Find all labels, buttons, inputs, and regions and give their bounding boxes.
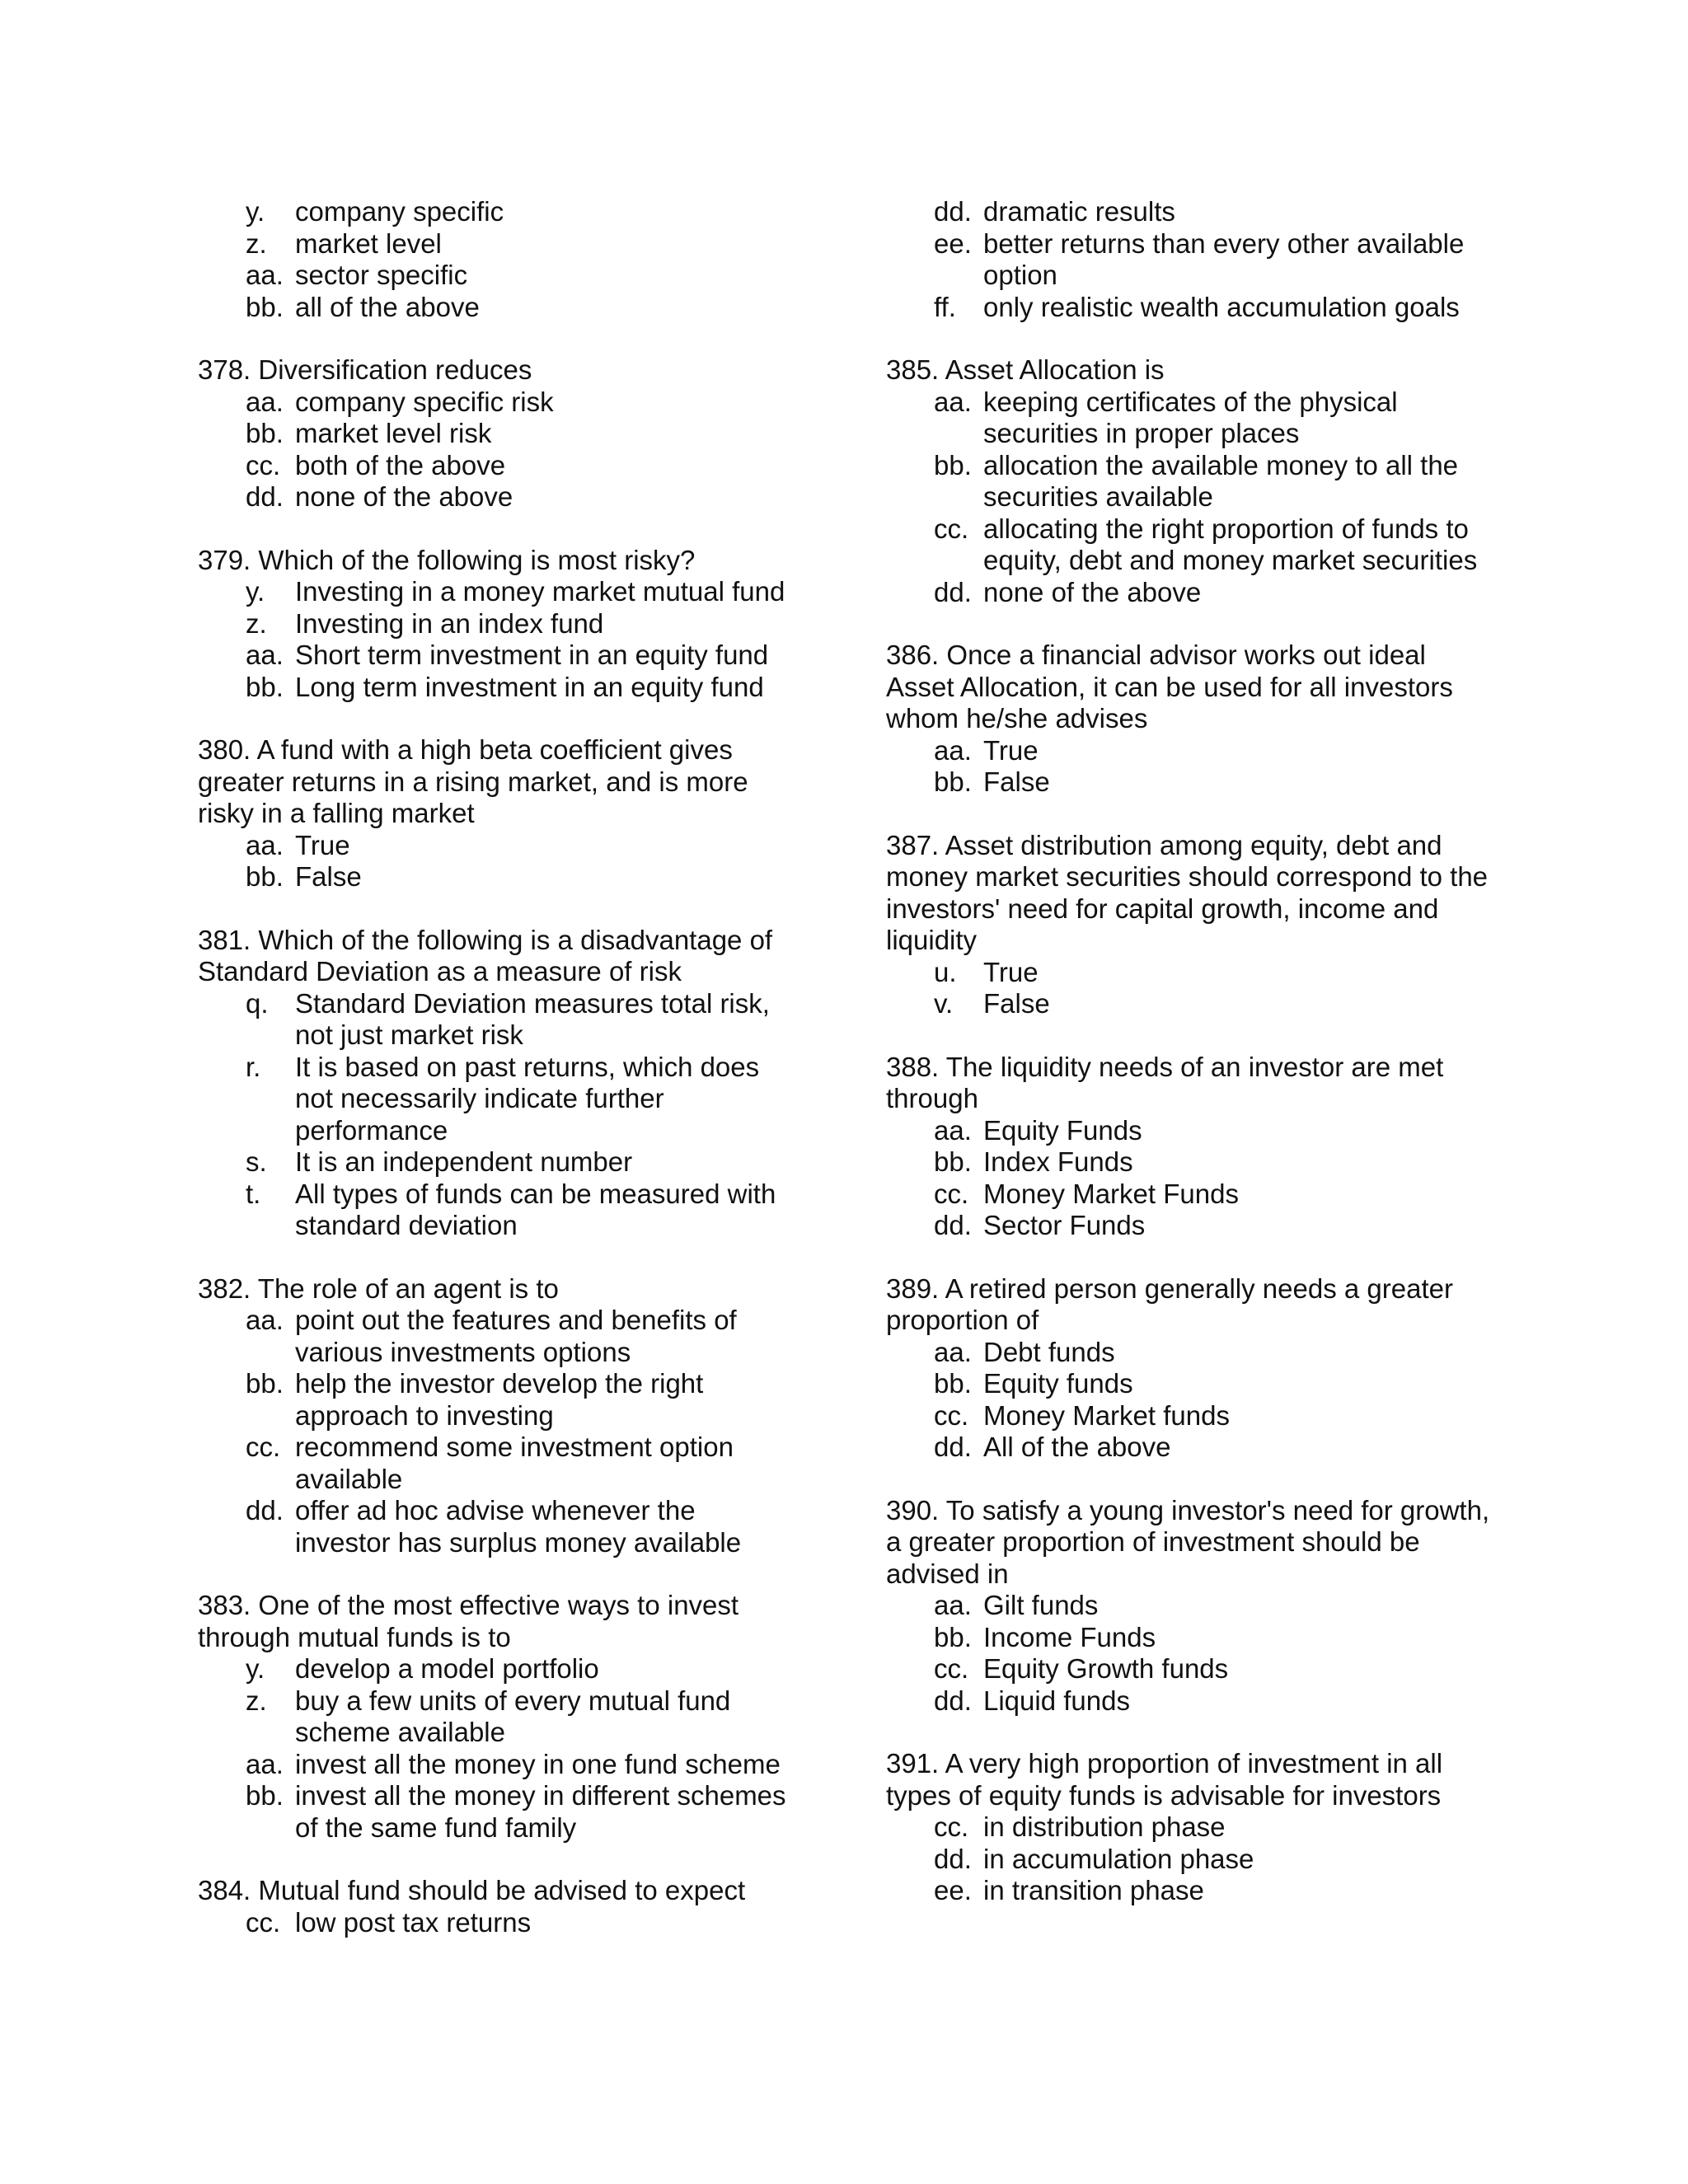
option-letter: bb. bbox=[934, 1621, 972, 1652]
answer-option bbox=[198, 1495, 791, 1558]
question-block bbox=[886, 1748, 1496, 1907]
option-list bbox=[198, 1305, 791, 1558]
option-letter: aa. bbox=[934, 1336, 972, 1367]
option-letter: bb. bbox=[934, 766, 972, 797]
option-letter: ee. bbox=[934, 227, 972, 259]
answer-option bbox=[886, 957, 1496, 989]
answer-option bbox=[886, 450, 1496, 513]
option-letter: bb. bbox=[246, 418, 284, 448]
right-column bbox=[886, 196, 1496, 1938]
option-text: It is based on past returns, which does not necessarily indicate further performance bbox=[295, 1051, 760, 1146]
option-list bbox=[198, 1907, 791, 1939]
option-text: market level risk bbox=[295, 418, 492, 448]
option-letter: dd. bbox=[934, 576, 972, 607]
option-text: allocation the available money to all the securities available bbox=[983, 449, 1459, 512]
answer-option bbox=[886, 1337, 1496, 1369]
option-text: All of the above bbox=[983, 1432, 1171, 1462]
answer-option bbox=[886, 1432, 1496, 1464]
answer-option bbox=[886, 387, 1496, 450]
answer-option bbox=[886, 766, 1496, 799]
option-letter: bb. bbox=[246, 1780, 284, 1811]
option-letter: s. bbox=[246, 1146, 267, 1177]
option-text: only realistic wealth accumulation goals bbox=[983, 291, 1460, 322]
option-text: Long term investment in an equity fund bbox=[295, 671, 764, 702]
question-text: 390. To satisfy a young investor's need for growth, a greater proportion of investment should be advised in bbox=[886, 1494, 1490, 1589]
option-text: Income Funds bbox=[983, 1621, 1156, 1652]
answer-option bbox=[198, 1907, 791, 1939]
question-text: 379. Which of the following is most risky? bbox=[198, 544, 696, 575]
option-list bbox=[886, 1811, 1496, 1907]
answer-option bbox=[198, 196, 791, 228]
answer-option bbox=[198, 1368, 791, 1432]
option-text: in transition phase bbox=[983, 1875, 1204, 1905]
option-text: False bbox=[295, 861, 362, 892]
option-letter: v. bbox=[934, 988, 954, 1019]
option-letter: cc. bbox=[246, 1432, 281, 1462]
option-text: invest all the money in different schemes of the same fund family bbox=[295, 1780, 786, 1843]
answer-option bbox=[886, 1685, 1496, 1718]
answer-option bbox=[198, 576, 791, 608]
option-letter: cc. bbox=[934, 513, 969, 544]
option-text: allocating the right proportion of funds to equity, debt and money market securities bbox=[983, 513, 1478, 575]
answer-option bbox=[198, 292, 791, 324]
option-letter: cc. bbox=[246, 1906, 281, 1938]
option-letter: z. bbox=[246, 607, 267, 639]
option-letter: u. bbox=[934, 956, 957, 987]
option-text: Equity funds bbox=[983, 1368, 1133, 1399]
answer-option bbox=[198, 1653, 791, 1685]
option-text: Sector Funds bbox=[983, 1210, 1146, 1240]
answer-option bbox=[886, 1590, 1496, 1622]
option-letter: aa. bbox=[934, 1590, 972, 1620]
option-text: company specific bbox=[295, 196, 504, 227]
option-text: market level bbox=[295, 227, 442, 259]
option-text: All types of funds can be measured with standard deviation bbox=[295, 1178, 776, 1240]
question-text: 388. The liquidity needs of an investor are met through bbox=[886, 1051, 1444, 1113]
option-text: recommend some investment option available bbox=[295, 1432, 734, 1494]
answer-option bbox=[886, 292, 1496, 324]
option-letter: cc. bbox=[934, 1811, 969, 1842]
option-text: point out the features and benefits of various investments options bbox=[295, 1305, 737, 1367]
answer-option bbox=[198, 418, 791, 450]
question-block bbox=[198, 354, 791, 513]
option-text: dramatic results bbox=[983, 196, 1175, 227]
option-letter: aa. bbox=[934, 734, 972, 766]
question-text: 382. The role of an agent is to bbox=[198, 1272, 559, 1304]
option-letter: aa. bbox=[246, 829, 284, 860]
option-letter: bb. bbox=[246, 1368, 284, 1399]
answer-option bbox=[886, 1844, 1496, 1876]
answer-option bbox=[198, 830, 791, 862]
option-letter: bb. bbox=[246, 291, 284, 322]
option-text: sector specific bbox=[295, 260, 468, 290]
answer-option bbox=[198, 988, 791, 1052]
question-block bbox=[198, 196, 791, 323]
answer-option bbox=[198, 450, 791, 482]
option-letter: aa. bbox=[246, 1305, 284, 1335]
option-letter: ff. bbox=[934, 291, 956, 322]
option-text: in distribution phase bbox=[983, 1811, 1226, 1842]
option-letter: aa. bbox=[246, 386, 284, 417]
option-letter: cc. bbox=[934, 1653, 969, 1684]
answer-option bbox=[198, 608, 791, 640]
question-text: 381. Which of the following is a disadvantage of Standard Deviation as a measure of risk bbox=[198, 924, 773, 987]
question-block bbox=[198, 1590, 791, 1844]
option-letter: z. bbox=[246, 227, 267, 259]
question-text: 383. One of the most effective ways to invest through mutual funds is to bbox=[198, 1590, 739, 1652]
option-text: all of the above bbox=[295, 291, 480, 322]
option-letter: dd. bbox=[934, 1843, 972, 1874]
option-text: help the investor develop the right approach to investing bbox=[295, 1368, 704, 1431]
answer-option bbox=[886, 1210, 1496, 1242]
option-text: Index Funds bbox=[983, 1146, 1133, 1177]
option-text: Liquid funds bbox=[983, 1685, 1130, 1716]
answer-option bbox=[886, 196, 1496, 228]
answer-option bbox=[886, 1653, 1496, 1685]
answer-option bbox=[198, 1780, 791, 1844]
answer-option bbox=[198, 1179, 791, 1242]
option-letter: t. bbox=[246, 1178, 261, 1209]
option-text: False bbox=[983, 766, 1050, 797]
option-text: Debt funds bbox=[983, 1336, 1115, 1367]
question-text: 385. Asset Allocation is bbox=[886, 354, 1165, 385]
option-letter: bb. bbox=[934, 1368, 972, 1399]
answer-option bbox=[886, 577, 1496, 609]
option-letter: ee. bbox=[934, 1875, 972, 1905]
option-list bbox=[198, 1653, 791, 1844]
option-letter: dd. bbox=[934, 196, 972, 227]
answer-option bbox=[198, 1146, 791, 1179]
option-text: Short term investment in an equity fund bbox=[295, 640, 769, 670]
option-text: offer ad hoc advise whenever the investor has surplus money available bbox=[295, 1495, 742, 1558]
option-list bbox=[886, 1115, 1496, 1242]
option-text: Money Market Funds bbox=[983, 1178, 1239, 1209]
option-letter: aa. bbox=[246, 640, 284, 670]
question-text: 384. Mutual fund should be advised to expect bbox=[198, 1875, 746, 1905]
option-letter: r. bbox=[246, 1051, 261, 1082]
option-text: none of the above bbox=[983, 576, 1202, 607]
question-block bbox=[886, 1052, 1496, 1242]
answer-option bbox=[198, 1432, 791, 1495]
option-letter: dd. bbox=[934, 1210, 972, 1240]
option-list bbox=[886, 1590, 1496, 1717]
question-block bbox=[198, 734, 791, 893]
option-letter: aa. bbox=[934, 386, 972, 417]
option-letter: aa. bbox=[246, 260, 284, 290]
option-letter: y. bbox=[246, 576, 265, 607]
option-letter: y. bbox=[246, 1653, 265, 1684]
option-letter: bb. bbox=[246, 671, 284, 702]
option-text: Money Market funds bbox=[983, 1399, 1230, 1431]
option-letter: q. bbox=[246, 987, 269, 1019]
option-text: none of the above bbox=[295, 481, 513, 512]
question-block bbox=[198, 545, 791, 704]
question-block bbox=[198, 1875, 791, 1938]
question-block bbox=[886, 830, 1496, 1020]
answer-option bbox=[886, 1368, 1496, 1400]
answer-option bbox=[886, 228, 1496, 292]
answer-option bbox=[198, 228, 791, 260]
question-block bbox=[886, 640, 1496, 799]
option-text: Investing in a money market mutual fund bbox=[295, 576, 785, 607]
option-letter: y. bbox=[246, 196, 265, 227]
option-list bbox=[198, 576, 791, 703]
option-letter: bb. bbox=[246, 861, 284, 892]
question-block bbox=[198, 1273, 791, 1559]
answer-option bbox=[198, 1685, 791, 1749]
option-list bbox=[886, 957, 1496, 1020]
answer-option bbox=[886, 1875, 1496, 1907]
option-text: Standard Deviation measures total risk, not just market risk bbox=[295, 987, 770, 1050]
question-text: 380. A fund with a high beta coefficient gives greater returns in a rising market, and is more risky in a falling market bbox=[198, 734, 748, 828]
answer-option bbox=[886, 1811, 1496, 1844]
question-block bbox=[886, 1495, 1496, 1718]
answer-option bbox=[198, 1305, 791, 1368]
answer-option bbox=[886, 513, 1496, 577]
answer-option bbox=[886, 1179, 1496, 1211]
option-letter: bb. bbox=[934, 449, 972, 480]
answer-option bbox=[198, 861, 791, 893]
option-letter: cc. bbox=[934, 1178, 969, 1209]
left-column bbox=[198, 196, 791, 1970]
answer-option bbox=[198, 1052, 791, 1147]
answer-option bbox=[886, 735, 1496, 767]
question-text: 386. Once a financial advisor works out ideal Asset Allocation, it can be used for all investors whom he/she advises bbox=[886, 640, 1453, 733]
answer-option bbox=[886, 1400, 1496, 1432]
option-text: Investing in an index fund bbox=[295, 607, 604, 639]
option-letter: aa. bbox=[246, 1748, 284, 1779]
option-text: It is an independent number bbox=[295, 1146, 633, 1177]
answer-option bbox=[198, 640, 791, 672]
option-text: low post tax returns bbox=[295, 1906, 532, 1938]
question-block bbox=[886, 1273, 1496, 1464]
option-text: in accumulation phase bbox=[983, 1843, 1254, 1874]
option-letter: z. bbox=[246, 1685, 267, 1716]
answer-option bbox=[198, 387, 791, 419]
question-text: 387. Asset distribution among equity, debt and money market securities should correspond to the investors' need for capital growth, income and liquidity bbox=[886, 829, 1489, 955]
option-text: keeping certificates of the physical securities in proper places bbox=[983, 386, 1398, 448]
option-letter: dd. bbox=[246, 481, 284, 512]
option-list bbox=[198, 387, 791, 513]
question-text: 389. A retired person generally needs a greater proportion of bbox=[886, 1272, 1453, 1335]
question-text: 378. Diversification reduces bbox=[198, 354, 532, 385]
answer-option bbox=[198, 672, 791, 704]
option-text: buy a few units of every mutual fund scheme available bbox=[295, 1685, 731, 1747]
answer-option bbox=[886, 1115, 1496, 1147]
option-list bbox=[886, 1337, 1496, 1464]
option-list bbox=[886, 387, 1496, 609]
option-letter: bb. bbox=[934, 1146, 972, 1177]
answer-option bbox=[198, 481, 791, 513]
option-text: True bbox=[983, 956, 1039, 987]
option-text: develop a model portfolio bbox=[295, 1653, 599, 1684]
option-text: better returns than every other available option bbox=[983, 227, 1465, 290]
option-text: company specific risk bbox=[295, 386, 554, 417]
option-letter: dd. bbox=[934, 1685, 972, 1716]
question-block bbox=[886, 196, 1496, 323]
option-text: True bbox=[295, 829, 350, 860]
answer-option bbox=[198, 1749, 791, 1781]
option-text: invest all the money in one fund scheme bbox=[295, 1748, 781, 1779]
option-letter: cc. bbox=[246, 449, 281, 480]
answer-option bbox=[886, 1146, 1496, 1179]
option-text: Equity Funds bbox=[983, 1114, 1142, 1146]
option-list bbox=[198, 196, 791, 323]
question-block bbox=[886, 354, 1496, 608]
answer-option bbox=[198, 260, 791, 292]
option-list bbox=[886, 196, 1496, 323]
question-text: 391. A very high proportion of investment in all types of equity funds is advisable for investors bbox=[886, 1748, 1443, 1811]
option-text: both of the above bbox=[295, 449, 506, 480]
option-text: Equity Growth funds bbox=[983, 1653, 1229, 1684]
option-text: Gilt funds bbox=[983, 1590, 1099, 1620]
option-letter: cc. bbox=[934, 1399, 969, 1431]
answer-option bbox=[886, 1622, 1496, 1654]
option-text: False bbox=[983, 988, 1050, 1019]
answer-option bbox=[886, 988, 1496, 1020]
option-list bbox=[198, 988, 791, 1242]
option-text: True bbox=[983, 734, 1039, 766]
option-letter: dd. bbox=[246, 1495, 284, 1526]
option-list bbox=[886, 735, 1496, 799]
option-letter: aa. bbox=[934, 1114, 972, 1146]
option-list bbox=[198, 830, 791, 893]
question-block bbox=[198, 925, 791, 1242]
option-letter: dd. bbox=[934, 1432, 972, 1462]
